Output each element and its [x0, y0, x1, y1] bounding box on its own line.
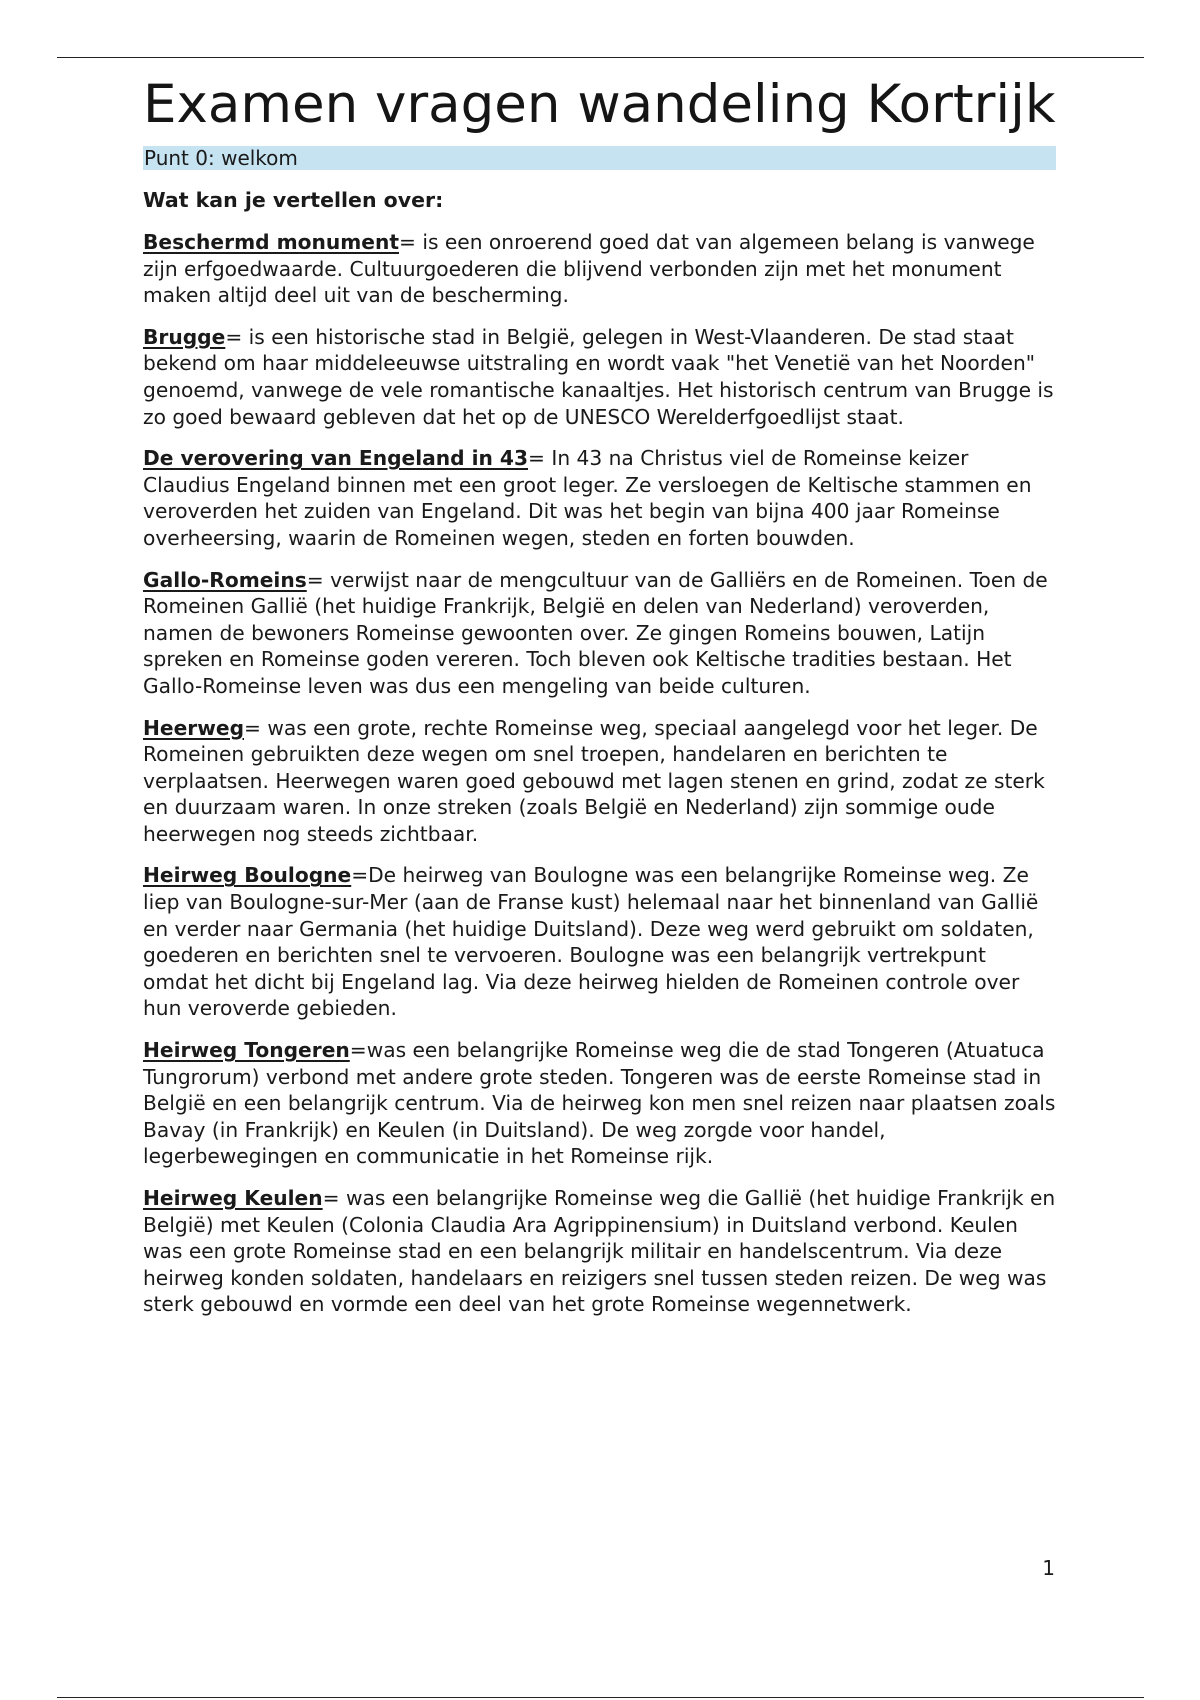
entry-term: Brugge	[143, 324, 226, 349]
entry-heerweg	[143, 715, 1056, 848]
page-number: 1	[1042, 1556, 1055, 1580]
document-title: Examen vragen wandeling Kortrijk	[143, 74, 1056, 135]
entry-text: = In 43 na Christus viel de Romeinse keizer Claudius Engeland binnen met een groot leger. Ze versloegen de Keltische stammen en veroverden het zuiden van Engeland. Dit was het begin van bijna 400 jaar Romeinse overheersing, waarin de Romeinen wegen, steden en forten bouwden.	[143, 446, 1032, 550]
entry-verovering-engeland	[143, 445, 1056, 551]
entry-gallo-romeins	[143, 567, 1056, 700]
entry-text: = was een belangrijke Romeinse weg die Gallië (het huidige Frankrijk en België) met Keulen (Colonia Claudia Ara Agrippinensium) in Duitsland verbond. Keulen was een grote Romeinse stad en een belangrijk militair en handelscentrum. Via deze heirweg konden soldaten, handelaars en reizigers snel tussen steden reizen. De weg was sterk gebouwd en vormde een deel van het grote Romeinse wegennetwerk.	[143, 1186, 1056, 1317]
entry-term: Heerweg	[143, 715, 245, 740]
entry-beschermd-monument	[143, 229, 1056, 309]
entry-term: De verovering van Engeland in 43	[143, 446, 529, 471]
entry-text: =was een belangrijke Romeinse weg die de stad Tongeren (Atuatuca Tungrorum) verbond met andere grote steden. Tongeren was de eerste Romeinse stad in België en een belangrijk centrum. Via de heirweg kon men snel reizen naar plaatsen zoals Bavay (in Frankrijk) en Keulen (in Duitsland). De weg zorgde voor handel, legerbewegingen en communicatie in het Romeinse rijk.	[143, 1038, 1056, 1169]
bottom-rule	[57, 1697, 1144, 1698]
entry-text: =De heirweg van Boulogne was een belangrijke Romeinse weg. Ze liep van Boulogne-sur-Mer (aan de Franse kust) helemaal naar het binnenland van Gallië en verder naar Germania (het huidige Duitsland). Deze weg werd gebruikt om soldaten, goederen en berichten snel te vervoeren. Boulogne was een belangrijk vertrekpunt omdat het dicht bij Engeland lag. Via deze heirweg hielden de Romeinen controle over hun veroverde gebieden.	[143, 863, 1039, 1021]
entry-text: = verwijst naar de mengcultuur van de Galliërs en de Romeinen. Toen de Romeinen Gallië (het huidige Frankrijk, België en delen van Nederland) veroverden, namen de bewoners Romeinse gewoonten over. Ze gingen Romeins bouwen, Latijn spreken en Romeinse goden vereren. Toch bleven ook Keltische tradities bestaan. Het Gallo-Romeinse leven was dus een mengeling van beide culturen.	[143, 567, 1048, 698]
entry-brugge	[143, 324, 1056, 430]
entry-term: Heirweg Tongeren	[143, 1038, 350, 1063]
entry-heirweg-tongeren	[143, 1037, 1056, 1170]
entry-term: Beschermd monument	[143, 230, 399, 254]
entry-term: Gallo-Romeins	[143, 567, 307, 592]
entry-text: = was een grote, rechte Romeinse weg, speciaal aangelegd voor het leger. De Romeinen gebruikten deze wegen om snel troepen, handelaren en berichten te verplaatsen. Heerwegen waren goed gebouwd met lagen stenen en grind, zodat ze sterk en duurzaam waren. In onze streken (zoals België en Nederland) zijn sommige oude heerwegen nog steeds zichtbaar.	[143, 715, 1045, 846]
intro-question: Wat kan je vertellen over:	[143, 188, 444, 212]
entry-term: Heirweg Boulogne	[143, 863, 352, 888]
top-rule	[57, 57, 1144, 58]
entry-text: = is een onroerend goed dat van algemeen belang is vanwege zijn erfgoedwaarde. Cultuurgoederen die blijvend verbonden zijn met het monument maken altijd deel uit van de bescherming.	[143, 230, 1035, 308]
page-content	[143, 72, 1056, 1333]
entry-text: = is een historische stad in België, gelegen in West-Vlaanderen. De stad staat bekend om haar middeleeuwse uitstraling en wordt vaak "het Venetië van het Noorden" genoemd, vanwege de vele romantische kanaaltjes. Het historisch centrum van Brugge is zo goed bewaard gebleven dat het op de UNESCO Werelderfgoedlijst staat.	[143, 324, 1054, 429]
entry-heirweg-boulogne	[143, 862, 1056, 1022]
entry-term: Heirweg Keulen	[143, 1186, 323, 1210]
entry-heirweg-keulen	[143, 1185, 1056, 1318]
section-heading: Punt 0: welkom	[143, 146, 1056, 170]
